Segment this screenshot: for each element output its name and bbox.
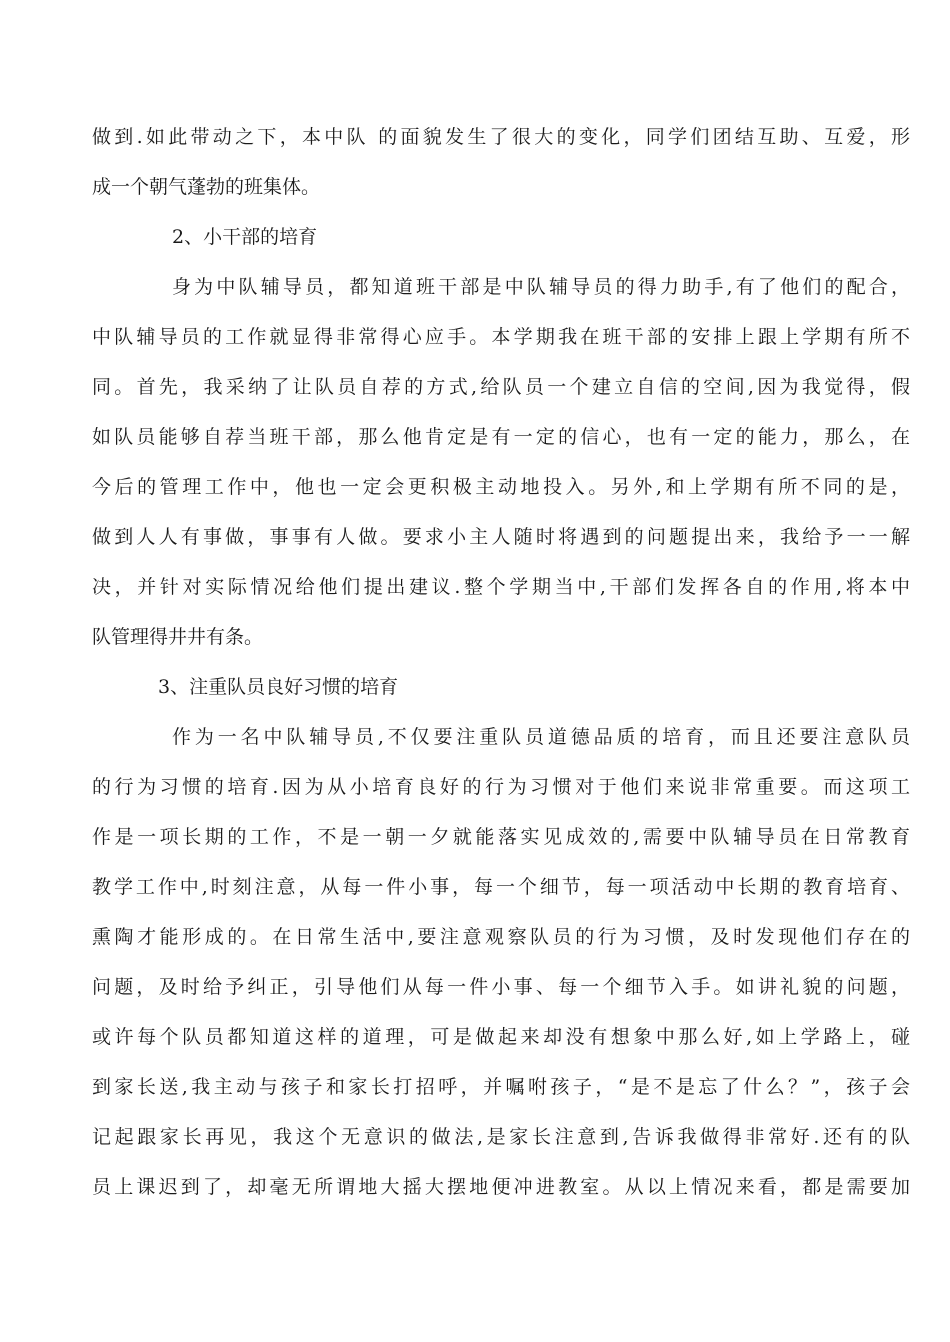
body-line: 教学工作中,时刻注意，从每一件小事，每一个细节，每一项活动中长期的教育培育、 [92,876,910,898]
section-heading: 3、注重队员良好习惯的培育 [158,676,399,698]
body-line: 的行为习惯的培育.因为从小培育良好的行为习惯对于他们来说非常重要。而这项工 [92,776,910,798]
body-line: 今后的管理工作中，他也一定会更积极主动地投入。另外,和上学期有所不同的是， [92,476,910,498]
body-line: 成一个朝气蓬勃的班集体。 [92,176,321,198]
body-line: 问题，及时给予纠正，引导他们从每一件小事、每一个细节入手。如讲礼貌的问题， [92,976,910,998]
body-line: 队管理得井井有条。 [92,626,264,648]
body-line: 员上课迟到了，却毫无所谓地大摇大摆地便冲进教室。从以上情况来看，都是需要加 [92,1176,910,1198]
body-line: 身为中队辅导员，都知道班干部是中队辅导员的得力助手,有了他们的配合， [172,276,910,298]
body-line: 作为一名中队辅导员,不仅要注重队员道德品质的培育，而且还要注意队员 [172,726,910,748]
body-line: 做到人人有事做，事事有人做。要求小主人随时将遇到的问题提出来，我给予一一解 [92,526,910,548]
section-heading: 2、小干部的培育 [172,226,318,248]
document-body [92,112,910,1212]
body-line: 记起跟家长再见，我这个无意识的做法,是家长注意到,告诉我做得非常好.还有的队 [92,1126,910,1148]
body-line: 决，并针对实际情况给他们提出建议.整个学期当中,干部们发挥各自的作用,将本中 [92,576,910,598]
body-line: 到家长送,我主动与孩子和家长打招呼，并嘱咐孩子，“是不是忘了什么？”，孩子会 [92,1076,910,1098]
body-line: 同。首先，我采纳了让队员自荐的方式,给队员一个建立自信的空间,因为我觉得，假 [92,376,910,398]
body-line: 作是一项长期的工作，不是一朝一夕就能落实见成效的,需要中队辅导员在日常教育 [92,826,910,848]
body-line: 做到.如此带动之下，本中队 的面貌发生了很大的变化，同学们团结互助、互爱，形 [92,126,910,148]
body-line: 如队员能够自荐当班干部，那么他肯定是有一定的信心，也有一定的能力，那么，在 [92,426,910,448]
body-line: 熏陶才能形成的。在日常生活中,要注意观察队员的行为习惯，及时发现他们存在的 [92,926,910,948]
body-line: 或许每个队员都知道这样的道理，可是做起来却没有想象中那么好,如上学路上，碰 [92,1026,910,1048]
body-line: 中队辅导员的工作就显得非常得心应手。本学期我在班干部的安排上跟上学期有所不 [92,326,910,348]
